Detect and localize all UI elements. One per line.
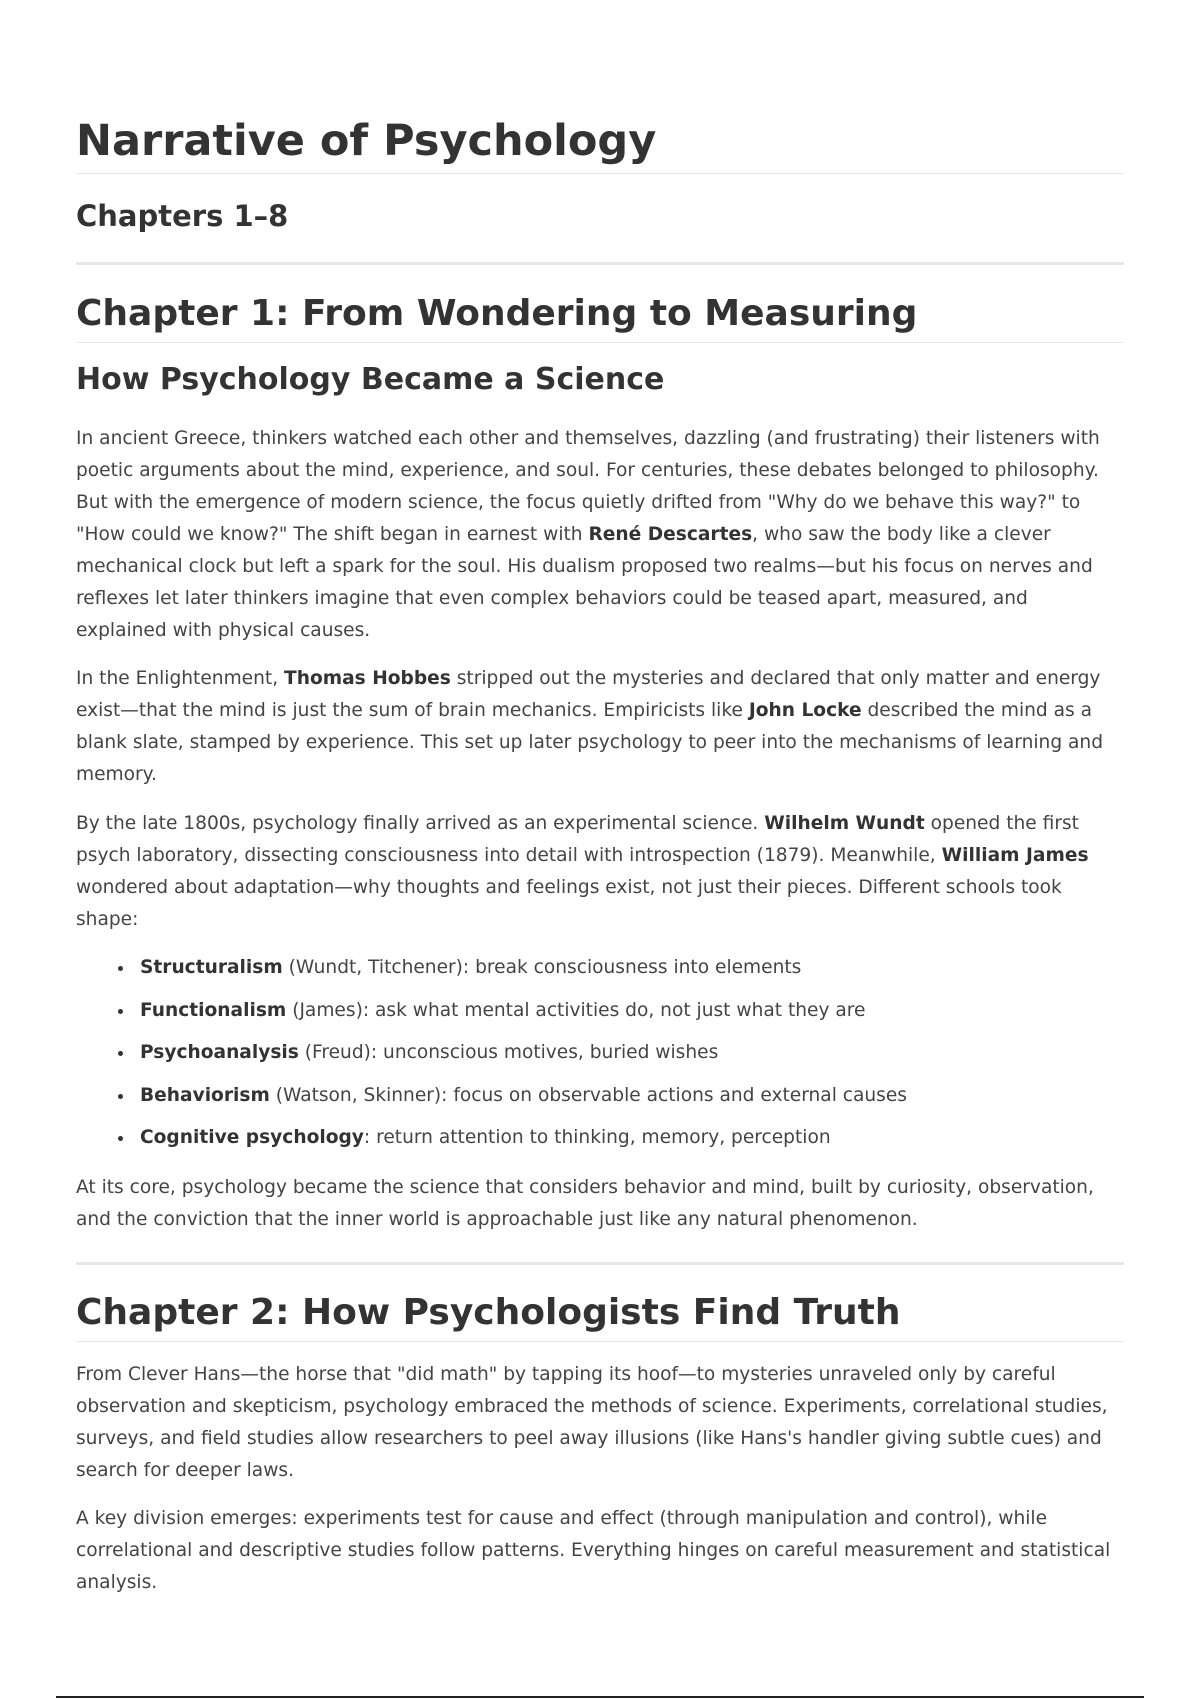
chapter-1-paragraph-4: At its core, psychology became the science that considers behavior and mind, built by curiosity, observation, and the conviction that the inner world is approachable just like any natural phenomenon.: [76, 1177, 1094, 1230]
section-divider: [76, 262, 1124, 265]
chapter-1-paragraph-3: By the late 1800s, psychology finally arrived as an experimental science. Wilhelm Wundt opened the first psych laboratory, dissecting consciousness into detail with introspection (1879). Meanwhile, William James wondered about adaptation—why thoughts and feelings exist, not just their pieces. Different schools took shape:: [76, 813, 1089, 930]
list-item: Functionalism (James): ask what mental activities do, not just what they are: [76, 996, 907, 1039]
list-item: Psychoanalysis (Freud): unconscious motives, buried wishes: [76, 1038, 907, 1081]
document-title: Narrative of Psychology: [76, 113, 1124, 174]
chapter-2-heading: Chapter 2: How Psychologists Find Truth: [76, 1289, 1124, 1342]
name-james: William James: [941, 845, 1089, 866]
name-wundt: Wilhelm Wundt: [764, 813, 925, 834]
chapter-2-paragraph-1: From Clever Hans—the horse that "did math" by tapping its hoof—to mysteries unraveled only by careful observation and skepticism, psychology embraced the methods of science. Experiments, correlational studies, surveys, and field studies allow researchers to peel away illusions (like Hans's handler giving subtle cues) and search for deeper laws.: [76, 1364, 1108, 1481]
page-bottom-border: [56, 1696, 1144, 1698]
chapter-2-paragraph-2: A key division emerges: experiments test for cause and effect (through manipulation and control), while correlational and descriptive studies follow patterns. Everything hinges on careful measurement and statistical analysis.: [76, 1508, 1111, 1593]
document-subtitle: Chapters 1–8: [76, 199, 289, 233]
list-item: Structuralism (Wundt, Titchener): break consciousness into elements: [76, 953, 907, 996]
list-item: Behaviorism (Watson, Skinner): focus on observable actions and external causes: [76, 1081, 907, 1124]
name-locke: John Locke: [748, 700, 862, 721]
chapter-1-paragraph-1: In ancient Greece, thinkers watched each other and themselves, dazzling (and frustrating) their listeners with poetic arguments about the mind, experience, and soul. For centuries, these debates belonged to philosophy. But with the emergence of modern science, the focus quietly drifted from "Why do we behave this way?" to "How could we know?" The shift began in earnest with René Descartes, who saw the body like a clever mechanical clock but left a spark for the soul. His dualism proposed two realms—but his focus on nerves and reflexes let later thinkers imagine that even complex behaviors could be teased apart, measured, and explained with physical causes.: [76, 428, 1100, 641]
chapter-1-paragraph-2: In the Enlightenment, Thomas Hobbes stripped out the mysteries and declared that only matter and energy exist—that the mind is just the sum of brain mechanics. Empiricists like John Locke described the mind as a blank slate, stamped by experience. This set up later psychology to peer into the mechanisms of learning and memory.: [76, 668, 1104, 785]
section-divider: [76, 1262, 1124, 1265]
chapter-1-subheading: How Psychology Became a Science: [76, 362, 665, 397]
name-hobbes: Thomas Hobbes: [284, 668, 451, 689]
name-descartes: René Descartes: [588, 524, 753, 545]
schools-list: [76, 953, 907, 1166]
chapter-1-heading: Chapter 1: From Wondering to Measuring: [76, 290, 1124, 343]
list-item: Cognitive psychology: return attention to thinking, memory, perception: [76, 1123, 907, 1166]
